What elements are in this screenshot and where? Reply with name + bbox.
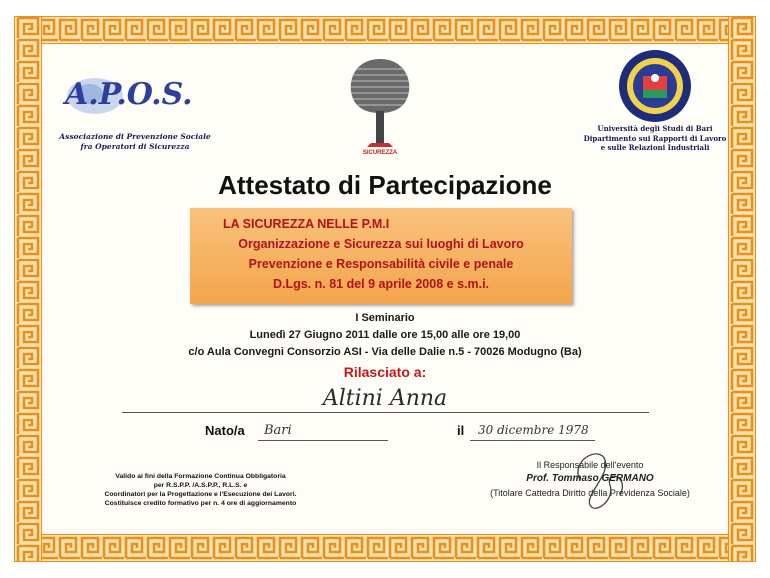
apos-caption-line: fra Operatori di Sicurezza: [80, 142, 190, 151]
seminar-location: c/o Aula Convegni Consorzio ASI - Via delle Dalie n.5 - 70026 Modugno (Ba): [188, 346, 582, 358]
seminar-number: I Seminario: [355, 312, 415, 324]
apos-logo-text: A.P.O.S.: [65, 77, 193, 112]
apos-logo: [55, 66, 195, 118]
birthplace-label: Nato/a: [205, 423, 245, 438]
responsible-block: [440, 458, 740, 500]
greek-key-border-left: [14, 16, 42, 562]
name-underline: [122, 412, 649, 413]
birthplace-underline: [258, 440, 388, 441]
birthdate-value: 30 dicembre 1978: [478, 423, 589, 437]
university-caption-line: Università degli Studi di Bari: [597, 124, 713, 133]
greek-key-border-bottom: [14, 534, 756, 562]
validity-line: Costituisce credito formativo per n. 4 ore di aggiornamento: [104, 500, 297, 507]
course-highlight-box: [190, 208, 572, 304]
birthplace-value: Bari: [264, 423, 292, 438]
university-caption-line: Dipartimento sui Rapporti di Lavoro: [583, 133, 727, 143]
university-seal-icon: [617, 48, 693, 124]
validity-line: Valido ai fini della Formazione Continua Obbligatoria: [115, 473, 286, 480]
responsible-role: (Titolare Cattedra Diritto della Previdenza Sociale): [490, 488, 690, 498]
university-caption-line: e sulle Relazioni Industriali: [600, 143, 710, 152]
seminar-details: [0, 310, 770, 361]
issued-to-label: Rilasciato a:: [343, 364, 427, 380]
validity-note: [58, 472, 343, 508]
course-subtitle-line: D.Lgs. n. 81 del 9 aprile 2008 e s.m.i.: [272, 277, 490, 291]
apos-caption: [40, 132, 230, 152]
birthdate-label: il: [457, 423, 465, 438]
seminar-date: Lunedì 27 Giugno 2011 dalle ore 15,00 alle ore 19,00: [249, 329, 521, 341]
course-subtitle-line: Organizzazione e Sicurezza sui luoghi di Lavoro: [238, 237, 524, 251]
greek-key-border-top: [14, 16, 756, 44]
validity-line: per R.S.P.P. /A.S.P.P., R.L.S. e: [153, 482, 248, 489]
responsible-label: Il Responsabile dell'evento: [536, 460, 644, 470]
responsible-name: Prof. Tommaso GERMANO: [526, 473, 654, 484]
course-subtitle-line: Prevenzione e Responsabilità civile e penale: [248, 257, 514, 271]
validity-line: Coordinatori per la Progettazione e l'Esecuzione dei Lavori.: [104, 491, 297, 498]
recipient-name: Altini Anna: [322, 386, 448, 411]
apos-caption-line: Associazione di Prevenzione Sociale: [59, 132, 211, 141]
certificate-title: Attestato di Partecipazione: [218, 170, 552, 200]
tree-caption: SICUREZZA: [362, 150, 398, 155]
course-title: LA SICUREZZA NELLE P.M.I: [223, 217, 390, 231]
tree-of-words-icon: [345, 55, 415, 155]
university-caption: [570, 124, 740, 153]
